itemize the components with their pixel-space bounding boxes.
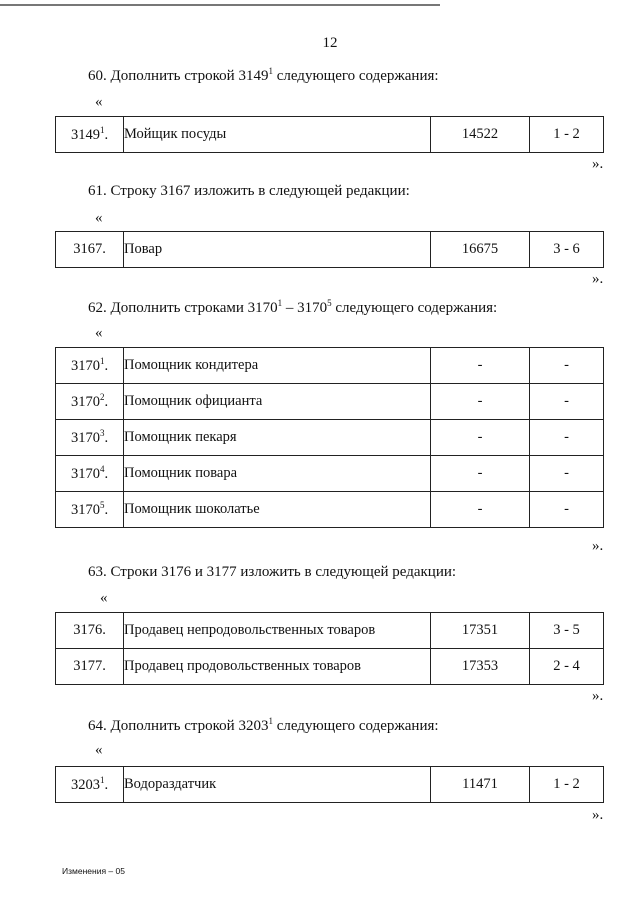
open-quote: « <box>100 590 108 606</box>
row-number: 3167. <box>56 232 124 268</box>
rank-range: 2 - 4 <box>530 649 604 685</box>
profession-name: Помощник официанта <box>124 384 431 420</box>
profession-code: - <box>431 420 530 456</box>
profession-name: Помощник шоколатье <box>124 492 431 528</box>
close-quote: ». <box>592 271 604 287</box>
table-row <box>56 649 604 685</box>
profession-code: 17353 <box>431 649 530 685</box>
profession-code: - <box>431 456 530 492</box>
table-row <box>56 613 604 649</box>
profession-code: 14522 <box>431 117 530 153</box>
row-number: 3149$^1$. <box>56 117 124 153</box>
row-number: 3203$^1$. <box>56 767 124 803</box>
rank-range: 3 - 6 <box>530 232 604 268</box>
items-table <box>55 766 604 803</box>
open-quote: « <box>95 325 103 341</box>
open-quote: « <box>95 94 103 110</box>
table-row <box>56 420 604 456</box>
rank-range: 3 - 5 <box>530 613 604 649</box>
row-number: 3170$^5$. <box>56 492 124 528</box>
rank-range: - <box>530 384 604 420</box>
table-row <box>56 492 604 528</box>
row-number: 3170$^1$. <box>56 348 124 384</box>
table-row <box>56 767 604 803</box>
table-row <box>56 232 604 268</box>
profession-name: Мойщик посуды <box>124 117 431 153</box>
rank-range: - <box>530 348 604 384</box>
items-table <box>55 347 604 528</box>
items-table <box>55 231 604 268</box>
profession-name: Помощник повара <box>124 456 431 492</box>
open-quote: « <box>95 210 103 226</box>
close-quote: ». <box>592 156 604 172</box>
profession-code: 16675 <box>431 232 530 268</box>
close-quote: ». <box>592 538 604 554</box>
profession-name: Водораздатчик <box>124 767 431 803</box>
profession-code: 11471 <box>431 767 530 803</box>
items-table <box>55 612 604 685</box>
close-quote: ». <box>592 807 604 823</box>
table-row <box>56 117 604 153</box>
profession-name: Помощник кондитера <box>124 348 431 384</box>
profession-name: Повар <box>124 232 431 268</box>
rank-range: 1 - 2 <box>530 767 604 803</box>
rank-range: 1 - 2 <box>530 117 604 153</box>
rank-range: - <box>530 420 604 456</box>
items-table <box>55 116 604 153</box>
rank-range: - <box>530 492 604 528</box>
section-heading: 61. Строку 3167 изложить в следующей редакции: <box>88 183 410 199</box>
table-row <box>56 384 604 420</box>
row-number: 3170$^4$. <box>56 456 124 492</box>
footer-revision-note: Изменения – 05 <box>62 866 125 876</box>
table-row <box>56 456 604 492</box>
open-quote: « <box>95 742 103 758</box>
profession-code: 17351 <box>431 613 530 649</box>
section-heading: 64. Дополнить строкой 3203$^1$ следующего содержания: <box>88 716 439 734</box>
row-number: 3176. <box>56 613 124 649</box>
page-number: 12 <box>322 35 338 51</box>
profession-name: Помощник пекаря <box>124 420 431 456</box>
section-heading: 62. Дополнить строками 3170$^1$ – 3170$^5$ следующего содержания: <box>88 298 498 316</box>
profession-name: Продавец продовольственных товаров <box>124 649 431 685</box>
profession-code: - <box>431 348 530 384</box>
profession-code: - <box>431 492 530 528</box>
row-number: 3170$^2$. <box>56 384 124 420</box>
table-row <box>56 348 604 384</box>
rank-range: - <box>530 456 604 492</box>
row-number: 3177. <box>56 649 124 685</box>
profession-code: - <box>431 384 530 420</box>
profession-name: Продавец непродовольственных товаров <box>124 613 431 649</box>
close-quote: ». <box>592 688 604 704</box>
top-rule <box>0 4 440 6</box>
section-heading: 63. Строки 3176 и 3177 изложить в следующей редакции: <box>88 564 457 580</box>
row-number: 3170$^3$. <box>56 420 124 456</box>
section-heading: 60. Дополнить строкой 3149$^1$ следующего содержания: <box>88 66 439 84</box>
